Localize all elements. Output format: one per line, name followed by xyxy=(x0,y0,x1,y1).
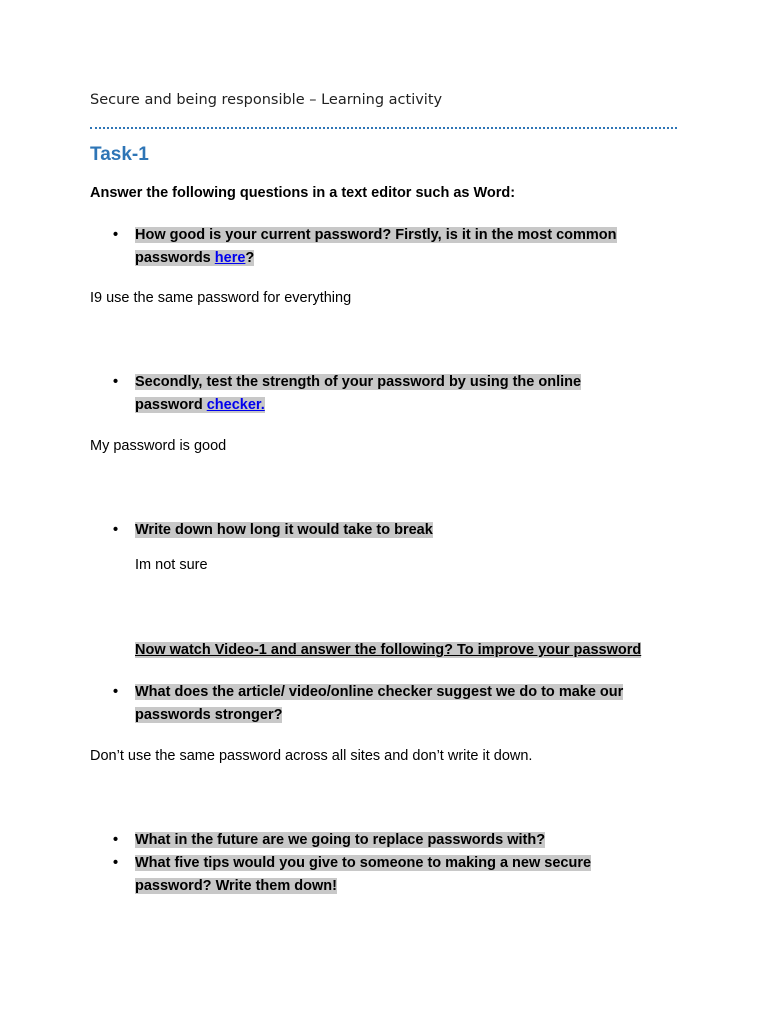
question-4-line-2: passwords stronger? xyxy=(135,707,283,723)
task-heading: Task-1 xyxy=(90,144,149,165)
here-link[interactable]: here xyxy=(214,250,246,266)
question-1-line-2 xyxy=(135,250,254,266)
question-4-line-1: What does the article/ video/online checker suggest we do to make our xyxy=(135,684,624,700)
question-2-text: password xyxy=(135,397,207,413)
video-section-text: Now watch Video-1 and answer the following? To improve your password xyxy=(135,642,642,658)
video-section-heading xyxy=(135,642,641,658)
answer-3: Im not sure xyxy=(135,557,208,573)
bullet: • xyxy=(113,832,119,848)
question-1-text: passwords xyxy=(135,250,215,266)
bullet: • xyxy=(113,374,119,390)
answer-4: Don’t use the same password across all sites and don’t write it down. xyxy=(90,748,533,764)
answer-2: My password is good xyxy=(90,438,227,454)
title-divider xyxy=(90,127,677,129)
question-5-line-1: What in the future are we going to replace passwords with? xyxy=(135,832,546,848)
document-title: Secure and being responsible – Learning activity xyxy=(90,92,443,108)
question-1-line-1: How good is your current password? Firstly, is it in the most common xyxy=(135,227,617,243)
question-2-line-1: Secondly, test the strength of your password by using the online xyxy=(135,374,582,390)
question-6-line-2: password? Write them down! xyxy=(135,878,337,894)
bullet: • xyxy=(113,855,119,871)
question-2-line-2 xyxy=(135,397,265,413)
instruction-text: Answer the following questions in a text editor such as Word: xyxy=(90,185,516,201)
bullet: • xyxy=(113,227,119,243)
answer-1: I9 use the same password for everything xyxy=(90,290,352,306)
question-1-mark: ? xyxy=(245,250,255,266)
checker-link[interactable]: checker. xyxy=(206,397,265,413)
bullet: • xyxy=(113,522,119,538)
question-6-line-1: What five tips would you give to someone to making a new secure xyxy=(135,855,592,871)
bullet: • xyxy=(113,684,119,700)
question-3-line-1: Write down how long it would take to break xyxy=(135,522,433,538)
